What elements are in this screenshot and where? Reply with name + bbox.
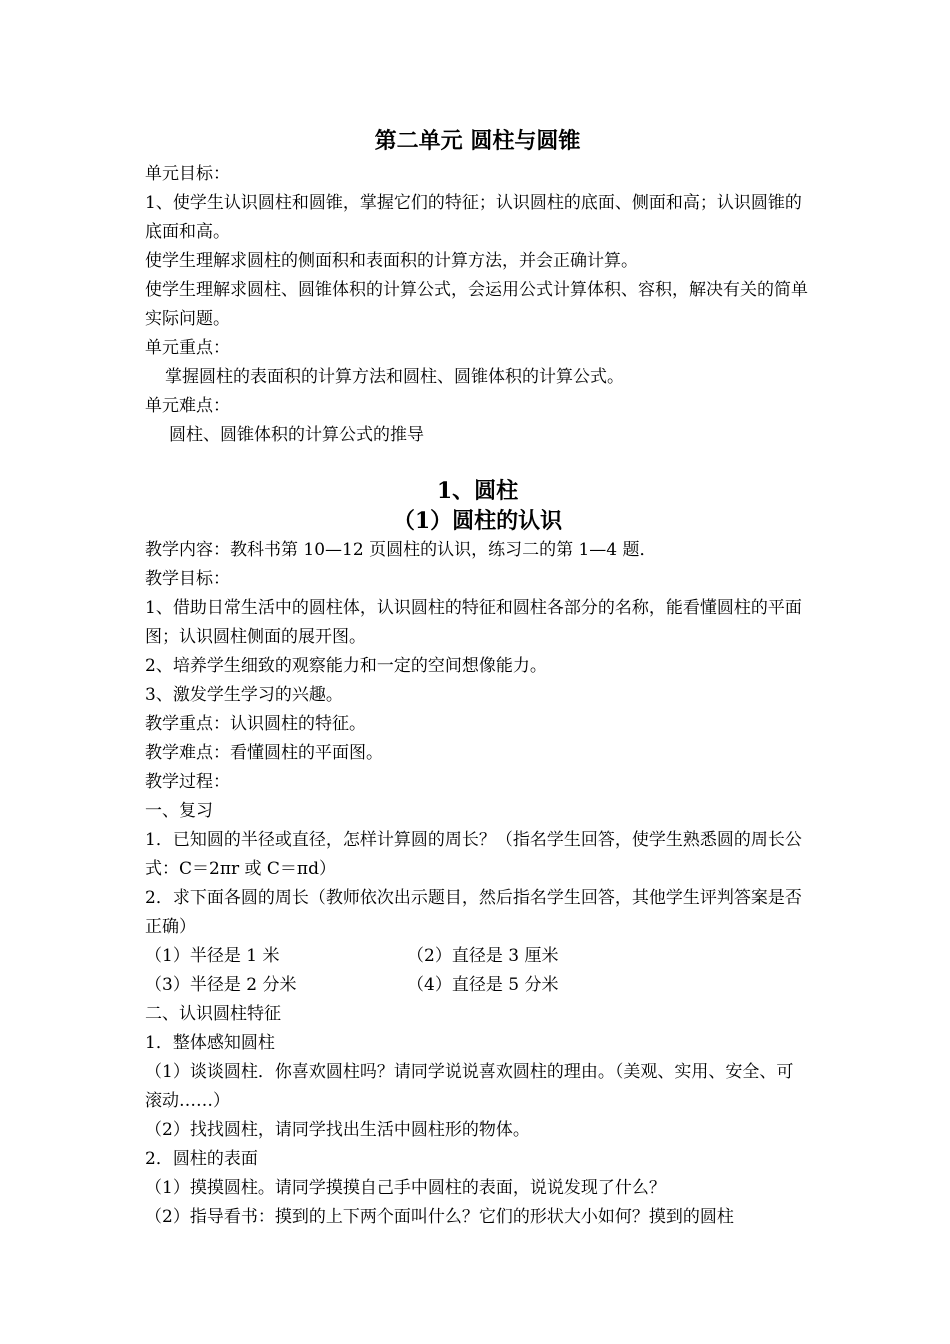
question-2: （2）直径是 3 厘米 <box>407 946 559 966</box>
goal-1: 1、使学生认识圆柱和圆锥，掌握它们的特征；认识圆柱的底面、侧面和高；认识圆锥的底面和高。 <box>145 193 802 242</box>
key-text: 掌握圆柱的表面积的计算方法和圆柱、圆锥体积的计算公式。 <box>165 367 624 387</box>
spacer <box>145 450 810 476</box>
goals-label: 单元目标： <box>145 164 230 184</box>
lesson-title: （1）圆柱的认识 <box>392 508 563 534</box>
part-2-heading: 二、认识圆柱特征 <box>145 1004 281 1024</box>
part-2-item-2a: （1）摸摸圆柱。请同学摸摸自己手中圆柱的表面，说说发现了什么？ <box>145 1178 666 1198</box>
question-1: （1）半径是 1 米 <box>145 946 280 966</box>
section-title: 1、圆柱 <box>436 478 519 504</box>
question-row-1 <box>145 942 810 971</box>
review-item-2: 2．求下面各圆的周长（教师依次出示题目，然后指名学生回答，其他学生评判答案是否正确） <box>145 888 802 937</box>
question-3: （3）半径是 2 分米 <box>145 975 297 995</box>
part-2-item-2b: （2）指导看书：摸到的上下两个面叫什么？它们的形状大小如何？摸到的圆柱 <box>145 1207 734 1227</box>
part-2-item-1b: （2）找找圆柱，请同学找出生活中圆柱形的物体。 <box>145 1120 530 1140</box>
part-2-item-2: 2．圆柱的表面 <box>145 1149 258 1169</box>
teaching-process: 教学过程： <box>145 772 230 792</box>
review-heading: 一、复习 <box>145 801 213 821</box>
objective-2: 2、培养学生细致的观察能力和一定的空间想像能力。 <box>145 656 547 676</box>
review-item-1: 1．已知圆的半径或直径，怎样计算圆的周长？（指名学生回答，使学生熟悉圆的周长公式：C＝2πr 或 C＝πd） <box>145 830 802 879</box>
key-label: 单元重点： <box>145 338 230 358</box>
teaching-focus: 教学重点：认识圆柱的特征。 <box>145 714 366 734</box>
goal-3: 使学生理解求圆柱、圆锥体积的计算公式，会运用公式计算体积、容积，解决有关的简单实际问题。 <box>145 280 808 329</box>
part-2-item-1: 1．整体感知圆柱 <box>145 1033 275 1053</box>
question-4: （4）直径是 5 分米 <box>407 975 559 995</box>
question-row-2 <box>145 971 810 1000</box>
difficulty-text: 圆柱、圆锥体积的计算公式的推导 <box>169 425 424 445</box>
teaching-difficulty: 教学难点：看懂圆柱的平面图。 <box>145 743 383 763</box>
objective-3: 3、激发学生学习的兴趣。 <box>145 685 343 705</box>
unit-title: 第二单元 圆柱与圆锥 <box>374 128 581 154</box>
document-body <box>145 124 810 1232</box>
objective-1: 1、借助日常生活中的圆柱体，认识圆柱的特征和圆柱各部分的名称，能看懂圆柱的平面图；认识圆柱侧面的展开图。 <box>145 598 802 647</box>
teaching-content: 教学内容：教科书第 10—12 页圆柱的认识，练习二的第 1—4 题． <box>145 540 657 560</box>
part-2-item-1a: （1）谈谈圆柱．你喜欢圆柱吗？请同学说说喜欢圆柱的理由。（美观、实用、安全、可滚动……） <box>145 1062 794 1111</box>
objectives-label: 教学目标： <box>145 569 230 589</box>
goal-2: 使学生理解求圆柱的侧面积和表面积的计算方法，并会正确计算。 <box>145 251 638 271</box>
difficulty-label: 单元难点： <box>145 396 230 416</box>
